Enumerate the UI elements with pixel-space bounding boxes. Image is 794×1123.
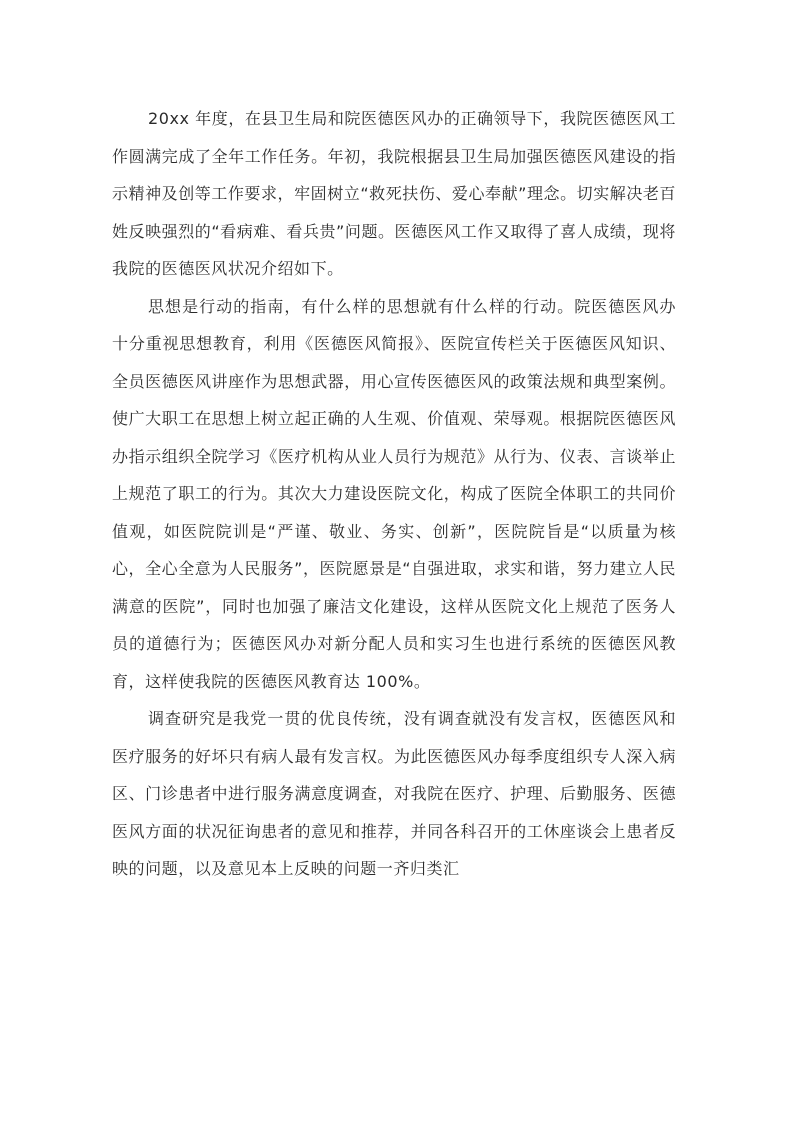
paragraph-ideological-education: 思想是行动的指南，有什么样的思想就有什么样的行动。院医德医风办十分重视思想教育，利用《医德医风简报》、医院宣传栏关于医德医风知识、全员医德医风讲座作为思想武器，用心宣传医德医风的政策法规和典型案例。使广大职工在思想上树立起正确的人生观、价值观、荣辱观。根据院医德医风办指示组织全院学习《医疗机构从业人员行为规范》从行为、仪表、言谈举止上规范了职工的行为。其次大力建设医院文化，构成了医院全体职工的共同价值观，如医院院训是“严谨、敬业、务实、创新”，医院院旨是“以质量为核心，全心全意为人民服务”，医院愿景是“自强进取，求实和谐，努力建立人民满意的医院”，同时也加强了廉洁文化建设，这样从医院文化上规范了医务人员的道德行为；医德医风办对新分配人员和实习生也进行系统的医德医风教育，这样使我院的医德医风教育达 100%。 xyxy=(112,296,676,691)
document-body xyxy=(112,100,676,888)
paragraph-survey-research: 调查研究是我党一贯的优良传统，没有调查就没有发言权，医德医风和医疗服务的好坏只有病人最有发言权。为此医德医风办每季度组织专人深入病区、门诊患者中进行服务满意度调查，对我院在医疗、护理、后勤服务、医德医风方面的状况征询患者的意见和推荐，并同各科召开的工休座谈会上患者反映的问题，以及意见本上反映的问题一齐归类汇 xyxy=(112,709,676,878)
paragraph-annual-summary: 20xx 年度，在县卫生局和院医德医风办的正确领导下，我院医德医风工作圆满完成了全年工作任务。年初，我院根据县卫生局加强医德医风建设的指示精神及创等工作要求，牢固树立“救死扶伤、爱心奉献”理念。切实解决老百姓反映强烈的“看病难、看兵贵”问题。医德医风工作又取得了喜人成绩，现将我院的医德医风状况介绍如下。 xyxy=(112,109,676,278)
